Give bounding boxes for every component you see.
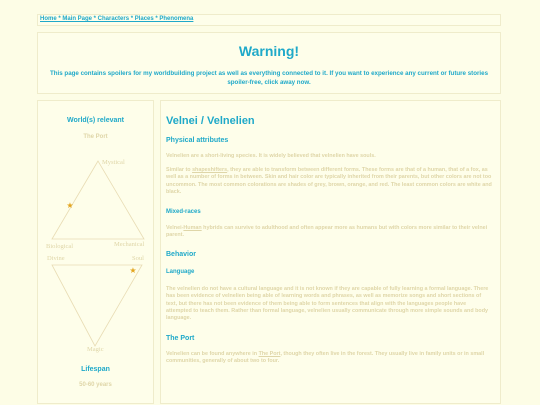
world-heading: World(s) relevant — [66, 117, 125, 124]
label-soul: Soul — [132, 255, 144, 262]
physical-heading: Physical attributes — [166, 137, 229, 144]
lower-marker-star: ★ — [129, 266, 137, 275]
human-link[interactable]: Human — [183, 225, 202, 231]
label-mechanical: Mechanical — [114, 241, 145, 248]
label-magic: Magic — [87, 346, 104, 353]
the-port-paragraph: Velnelien can be found anywhere in The Port, though they often live in the forest. They usually live in family units or in small communities, generally of about two to four. — [166, 351, 485, 365]
upper-triangle — [52, 161, 144, 239]
world-value: The Port — [83, 134, 108, 140]
upper-marker-star: ★ — [66, 201, 74, 210]
warning-title: Warning! — [238, 43, 300, 59]
lifespan-heading: Lifespan — [81, 366, 110, 373]
nav-links[interactable]: Home * Main Page * Characters * Places * Phenomena — [40, 16, 194, 22]
behavior-heading: Behavior — [166, 251, 196, 258]
mixed-races-paragraph: Velnei-Human hybrids can survive to adulthood and often appear more as humans but with colors more similar to their velnei parent. — [166, 225, 488, 239]
label-biological: Biological — [46, 243, 74, 250]
alignment-chart — [38, 153, 155, 363]
lower-triangle — [52, 265, 142, 346]
the-port-heading: The Port — [166, 335, 195, 342]
spoiler-warning-box — [37, 32, 501, 94]
language-paragraph: The velnelien do not have a cultural language and it is not known if they are capable of fully learning a formal language. There has been evidence of velnelien being able of learning words and phrases, as well as memorize songs and short sections of text, but there has not been evidence of them being able to form sentences that align with the languages people have attempted to teach them. Rather than formal language, velnelien usually communicate through more simple sounds and body language. — [166, 286, 489, 322]
mixed-races-heading: Mixed-races — [166, 209, 201, 215]
language-heading: Language — [166, 269, 195, 275]
info-sidebar — [37, 100, 154, 404]
shapeshifters-link[interactable]: shapeshifters — [192, 167, 228, 173]
the-port-link[interactable]: The Port — [258, 351, 281, 357]
main-content — [160, 100, 501, 404]
physical-paragraph-2: Similar to shapeshifters, they are able to transform between different forms. These forms are that of a human, that of a fox, as well as a number of forms in between. Skin and hair color are typically inherited from their parents, but other colors are not too uncommon. The most common colorations are shades of grey, brown, orange, and red. The least common colors are white and black. — [166, 167, 492, 195]
physical-paragraph-1: Velnelien are a short-living species. It is widely believed that velnelien have souls. — [166, 153, 376, 159]
lifespan-value: 50-60 years — [79, 382, 112, 388]
warning-text: This page contains spoilers for my worldbuilding project as well as everything connected to it. If you want to experience any current or future stories spoiler-free, click away now. — [49, 70, 489, 86]
page-title: Velnei / Velnelien — [166, 115, 255, 127]
navigation-bar — [37, 14, 501, 26]
label-divine: Divine — [47, 255, 65, 262]
label-mystical: Mystical — [102, 159, 125, 166]
